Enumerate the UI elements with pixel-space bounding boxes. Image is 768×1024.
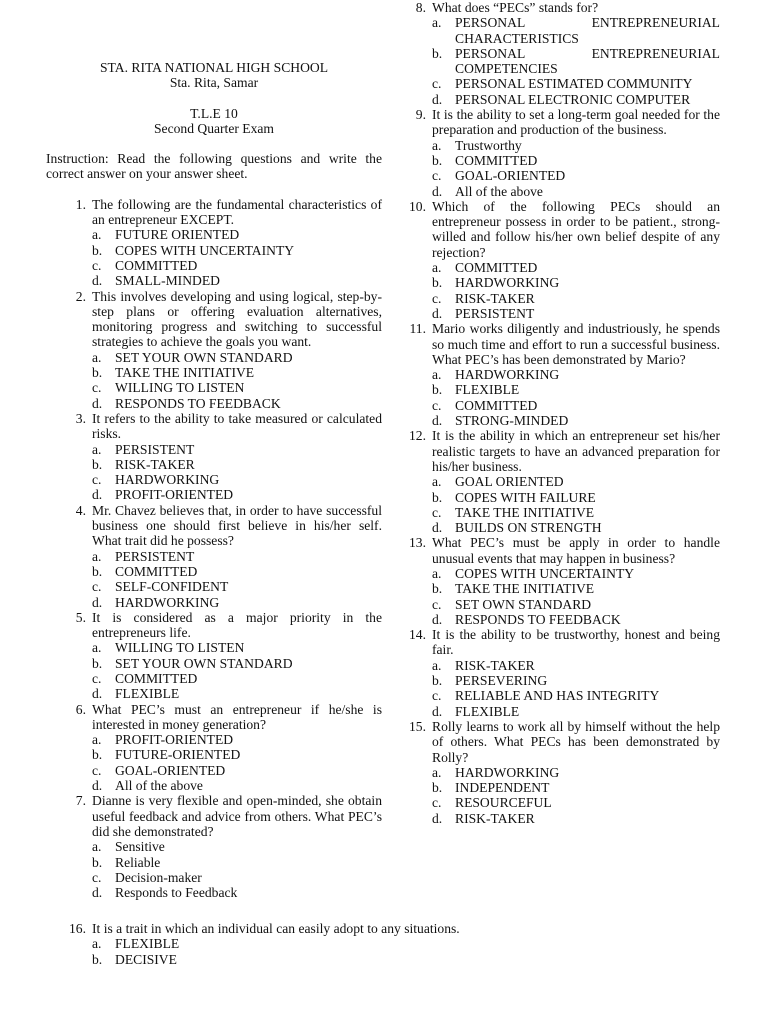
answer-option <box>92 732 382 747</box>
option-text: COMMITTED <box>115 563 198 579</box>
option-letter: d. <box>92 885 103 901</box>
answer-option <box>432 490 720 505</box>
answer-option <box>92 442 382 457</box>
answer-option <box>432 581 720 596</box>
option-text: HARDWORKING <box>115 594 220 610</box>
option-text: Responds to Feedback <box>115 885 238 901</box>
question-item <box>46 411 382 503</box>
option-text: COMMITTED <box>115 257 198 273</box>
option-letter: b. <box>92 242 103 258</box>
option-letter: d. <box>432 183 443 199</box>
option-text-line: PERSONAL ENTREPRENEURIAL <box>455 15 720 31</box>
option-letter: d. <box>92 487 103 503</box>
option-letter: b. <box>432 382 443 398</box>
option-letter: a. <box>92 349 102 365</box>
school-name: STA. RITA NATIONAL HIGH SCHOOL <box>99 60 329 75</box>
answer-option <box>92 350 382 365</box>
question-item <box>406 719 720 826</box>
question-number: 8. <box>415 0 426 15</box>
answer-option <box>92 885 382 900</box>
question-item <box>406 535 720 627</box>
option-letter: d. <box>92 778 103 794</box>
question-number: 6. <box>75 701 86 717</box>
option-text: COMMITTED <box>455 260 538 276</box>
answer-option <box>92 564 382 579</box>
option-text: GOAL-ORIENTED <box>455 168 566 184</box>
answer-option <box>432 382 720 397</box>
option-text: SET YOUR OWN STANDARD <box>115 655 293 671</box>
question-text: What PEC’s must an entrepreneur if he/she is interested in money generation? <box>92 701 382 732</box>
option-letter: b. <box>92 854 103 870</box>
answer-option <box>92 549 382 564</box>
question-number: 5. <box>75 609 86 625</box>
option-letter: a. <box>92 548 102 564</box>
option-letter: b. <box>92 655 103 671</box>
option-letter: b. <box>92 563 103 579</box>
option-text: COMMITTED <box>455 397 538 413</box>
answer-option <box>432 184 720 199</box>
option-letter: a. <box>432 764 442 780</box>
question-number: 9. <box>415 107 426 123</box>
answer-option <box>92 778 382 793</box>
question-item <box>46 197 382 289</box>
option-letter: b. <box>432 45 443 61</box>
question-item <box>46 702 382 794</box>
option-letter: c. <box>432 688 442 704</box>
answer-option <box>432 612 720 627</box>
answer-option <box>432 367 720 382</box>
option-text: FUTURE ORIENTED <box>115 227 240 243</box>
option-text: FUTURE-ORIENTED <box>115 747 241 763</box>
answer-option <box>92 747 382 762</box>
answer-option <box>432 46 720 77</box>
option-text: WILLING TO LISTEN <box>115 640 245 656</box>
option-text: SMALL-MINDED <box>115 273 220 289</box>
question-number: 15. <box>409 718 426 734</box>
answer-option <box>92 365 382 380</box>
option-letter: c. <box>432 168 442 184</box>
question-number: 14. <box>409 627 426 643</box>
option-letter: d. <box>432 413 443 429</box>
option-letter: b. <box>432 275 443 291</box>
option-letter: c. <box>92 380 102 396</box>
answer-option <box>432 566 720 581</box>
option-letter: d. <box>92 686 103 702</box>
answer-option <box>432 138 720 153</box>
option-letter: c. <box>92 670 102 686</box>
option-letter: a. <box>92 227 102 243</box>
question-number: 13. <box>409 535 426 551</box>
answer-option <box>92 258 382 273</box>
answer-option <box>92 227 382 242</box>
option-letter: b. <box>92 456 103 472</box>
option-letter: b. <box>92 951 103 967</box>
question-item <box>46 793 382 900</box>
answer-option <box>432 688 720 703</box>
question-text: This involves developing and using logical, step-by-step plans or offering evaluation alternatives, monitoring progress and switching to successful strategies to achieve the goals you want. <box>92 288 382 350</box>
question-text: Dianne is very flexible and open-minded, she obtain useful feedback and advice from others. What PEC’s did she demonstrated? <box>92 793 382 839</box>
answer-option <box>92 472 382 487</box>
option-text: COPES WITH FAILURE <box>455 489 596 505</box>
option-text: COMMITTED <box>115 670 198 686</box>
option-letter: a. <box>432 657 442 673</box>
option-letter: a. <box>92 441 102 457</box>
option-text: STRONG-MINDED <box>455 413 569 429</box>
option-letter: d. <box>432 703 443 719</box>
option-text: PERSONAL ESTIMATED COMMUNITY <box>455 76 693 92</box>
option-text: Trustworthy <box>455 137 522 153</box>
question-number: 2. <box>75 288 86 304</box>
option-text: SET YOUR OWN STANDARD <box>115 349 293 365</box>
option-text: FLEXIBLE <box>455 382 520 398</box>
option-letter: a. <box>92 936 102 952</box>
answer-option <box>432 658 720 673</box>
answer-option <box>432 153 720 168</box>
option-letter: a. <box>432 260 442 276</box>
option-letter: a. <box>92 839 102 855</box>
question-number: 11. <box>409 321 426 337</box>
option-letter: d. <box>432 520 443 536</box>
option-letter: c. <box>432 397 442 413</box>
answer-option <box>92 380 382 395</box>
option-text: WILLING TO LISTEN <box>115 380 245 396</box>
school-location: Sta. Rita, Samar <box>169 75 259 91</box>
answer-option <box>432 15 720 46</box>
answer-option <box>432 704 720 719</box>
option-letter: d. <box>92 594 103 610</box>
answer-option <box>92 870 382 885</box>
question-text: What does “PECs” stands for? <box>432 0 599 15</box>
question-text: It is the ability to be trustworthy, honest and being fair. <box>432 627 720 658</box>
option-text: PERSISTENT <box>455 305 535 321</box>
answer-option <box>432 780 720 795</box>
option-text: TAKE THE INITIATIVE <box>115 365 255 381</box>
answer-option <box>92 656 382 671</box>
question-number: 4. <box>75 502 86 518</box>
option-letter: c. <box>432 76 442 92</box>
option-text: RISK-TAKER <box>455 290 535 306</box>
answer-option <box>432 811 720 826</box>
left-column <box>46 0 382 900</box>
question-text: It is the ability to set a long-term goal needed for the preparation and production of the business. <box>432 107 720 138</box>
option-letter: d. <box>432 91 443 107</box>
question-item <box>406 321 720 428</box>
question-text: The following are the fundamental characteristics of an entrepreneur EXCEPT. <box>92 196 382 228</box>
option-letter: b. <box>432 673 443 689</box>
answer-option <box>432 168 720 183</box>
answer-option <box>92 686 382 701</box>
option-text: RESPONDS TO FEEDBACK <box>455 611 621 627</box>
answer-option <box>92 839 382 854</box>
answer-option <box>92 579 382 594</box>
question-item <box>406 199 720 321</box>
question-text: What PEC’s must be apply in order to handle unusual events that may happen in business? <box>432 535 720 566</box>
option-text: Sensitive <box>115 839 165 855</box>
answer-option <box>432 76 720 91</box>
option-text-line: CHARACTERISTICS <box>455 30 579 46</box>
answer-option <box>92 640 382 655</box>
option-text: COPES WITH UNCERTAINTY <box>455 565 635 581</box>
answer-option <box>432 413 720 428</box>
option-letter: a. <box>432 137 442 153</box>
question-number: 1. <box>75 196 86 212</box>
option-text: RISK-TAKER <box>455 657 535 673</box>
option-letter: d. <box>432 810 443 826</box>
option-text: GOAL ORIENTED <box>455 474 564 490</box>
option-letter: a. <box>92 732 102 748</box>
question-item <box>406 627 720 719</box>
question-number: 10. <box>409 198 426 214</box>
option-letter: c. <box>432 504 442 520</box>
option-letter: b. <box>432 581 443 597</box>
option-letter: c. <box>92 257 102 273</box>
question-text: Mr. Chavez believes that, in order to have successful business one should first believe in his/her self. What trait did he possess? <box>92 502 382 549</box>
option-letter: c. <box>92 762 102 778</box>
option-letter: b. <box>92 365 103 381</box>
question-number: 16. <box>69 921 86 936</box>
option-letter: c. <box>92 472 102 488</box>
option-text: HARDWORKING <box>115 472 220 488</box>
option-letter: c. <box>92 869 102 885</box>
answer-option <box>432 260 720 275</box>
option-letter: d. <box>432 611 443 627</box>
option-text: BUILDS ON STRENGTH <box>455 520 602 536</box>
option-text: RELIABLE AND HAS INTEGRITY <box>455 688 660 704</box>
answer-option <box>92 396 382 411</box>
answer-option <box>432 520 720 535</box>
option-letter: a. <box>432 367 442 383</box>
answer-option <box>432 597 720 612</box>
question-number: 7. <box>75 793 86 809</box>
answer-option <box>92 763 382 778</box>
option-text: HARDWORKING <box>455 367 560 383</box>
option-letter: a. <box>92 640 102 656</box>
answer-option <box>432 398 720 413</box>
bottom-section <box>46 921 720 967</box>
option-text: FLEXIBLE <box>115 686 180 702</box>
option-letter: d. <box>92 273 103 289</box>
option-text: GOAL-ORIENTED <box>115 762 226 778</box>
answer-option <box>92 855 382 870</box>
question-item <box>46 921 720 967</box>
right-column <box>406 0 720 826</box>
option-letter: b. <box>92 747 103 763</box>
question-text: Mario works diligently and industriously, he spends so much time and effort to run a successful business. What PEC’s has been demonstrated by Mario? <box>432 321 720 367</box>
option-text: Reliable <box>115 854 161 870</box>
answer-option <box>432 92 720 107</box>
option-text-line: PERSONAL ENTREPRENEURIAL <box>455 45 720 61</box>
question-text: It is considered as a major priority in the entrepreneurs life. <box>92 609 382 641</box>
option-letter: a. <box>432 474 442 490</box>
option-text: HARDWORKING <box>455 275 560 291</box>
exam-title: Second Quarter Exam <box>153 120 275 136</box>
question-item <box>46 610 382 702</box>
option-text: PROFIT-ORIENTED <box>115 732 234 748</box>
question-text: It is the ability in which an entrepreneur set his/her realistic targets to have an advanced preparation for his/her business. <box>432 428 720 474</box>
option-text: FLEXIBLE <box>455 703 520 719</box>
question-text: Rolly learns to work all by himself without the help of others. What PECs has been demonstrated by Rolly? <box>432 718 720 765</box>
option-letter: d. <box>92 395 103 411</box>
option-text: PERSEVERING <box>455 673 548 689</box>
answer-option <box>92 595 382 610</box>
option-text: COPES WITH UNCERTAINTY <box>115 242 295 258</box>
option-text: TAKE THE INITIATIVE <box>455 581 595 597</box>
answer-option <box>92 273 382 288</box>
question-list-right <box>406 107 720 826</box>
question-item <box>406 0 720 107</box>
option-text: PERSISTENT <box>115 441 195 457</box>
question-text: It is a trait in which an individual can easily adopt to any situations. <box>92 921 460 936</box>
question-number: 3. <box>75 410 86 426</box>
option-letter: a. <box>432 15 442 31</box>
option-text: SET OWN STANDARD <box>455 596 592 612</box>
answer-option <box>92 457 382 472</box>
subject-title: T.L.E 10 <box>190 105 238 121</box>
answer-option <box>432 765 720 780</box>
answer-option <box>432 474 720 489</box>
question-item <box>406 428 720 535</box>
answer-option <box>92 671 382 686</box>
question-text: It refers to the ability to take measured or calculated risks. <box>92 410 382 442</box>
answer-option <box>92 487 382 502</box>
option-letter: d. <box>432 305 443 321</box>
option-letter: c. <box>432 795 442 811</box>
option-text: All of the above <box>115 778 203 794</box>
instruction-text: Instruction: Read the following questions and write the correct answer on your answer sheet. <box>46 151 382 182</box>
option-text: PERSONAL ELECTRONIC COMPUTER <box>455 91 691 107</box>
option-letter: a. <box>432 565 442 581</box>
option-letter: b. <box>432 780 443 796</box>
option-letter: c. <box>92 579 102 595</box>
option-text: All of the above <box>455 183 543 199</box>
option-text: HARDWORKING <box>455 764 560 780</box>
option-text: PROFIT-ORIENTED <box>115 487 234 503</box>
option-letter: b. <box>432 489 443 505</box>
option-text-line: COMPETENCIES <box>455 61 558 77</box>
option-text: TAKE THE INITIATIVE <box>455 504 595 520</box>
answer-option <box>92 243 382 258</box>
option-letter: c. <box>432 290 442 306</box>
option-text: RISK-TAKER <box>115 456 195 472</box>
answer-option <box>432 275 720 290</box>
question-item <box>46 503 382 610</box>
option-letter: c. <box>432 596 442 612</box>
option-text: COMMITTED <box>455 152 538 168</box>
answer-option <box>432 795 720 810</box>
option-text: Decision-maker <box>115 869 202 885</box>
option-text: SELF-CONFIDENT <box>115 579 229 595</box>
question-item <box>46 289 382 411</box>
answer-option <box>432 505 720 520</box>
option-text: PERSISTENT <box>115 548 195 564</box>
answer-option <box>92 936 720 951</box>
option-text: DECISIVE <box>115 951 177 967</box>
question-item <box>406 107 720 199</box>
option-text: RESPONDS TO FEEDBACK <box>115 395 281 411</box>
question-text: Which of the following PECs should an entrepreneur possess in order to be patient., strong-willed and follow his/her own belief despite of any rejection? <box>432 198 720 260</box>
question-number: 12. <box>409 428 426 444</box>
answer-option <box>432 673 720 688</box>
option-text: RISK-TAKER <box>455 810 535 826</box>
option-text: RESOURCEFUL <box>455 795 552 811</box>
answer-option <box>432 291 720 306</box>
option-text: INDEPENDENT <box>455 780 550 796</box>
answer-option <box>92 952 720 967</box>
option-letter: b. <box>432 152 443 168</box>
question-list-left <box>46 197 382 901</box>
option-text: FLEXIBLE <box>115 936 180 952</box>
answer-option <box>432 306 720 321</box>
